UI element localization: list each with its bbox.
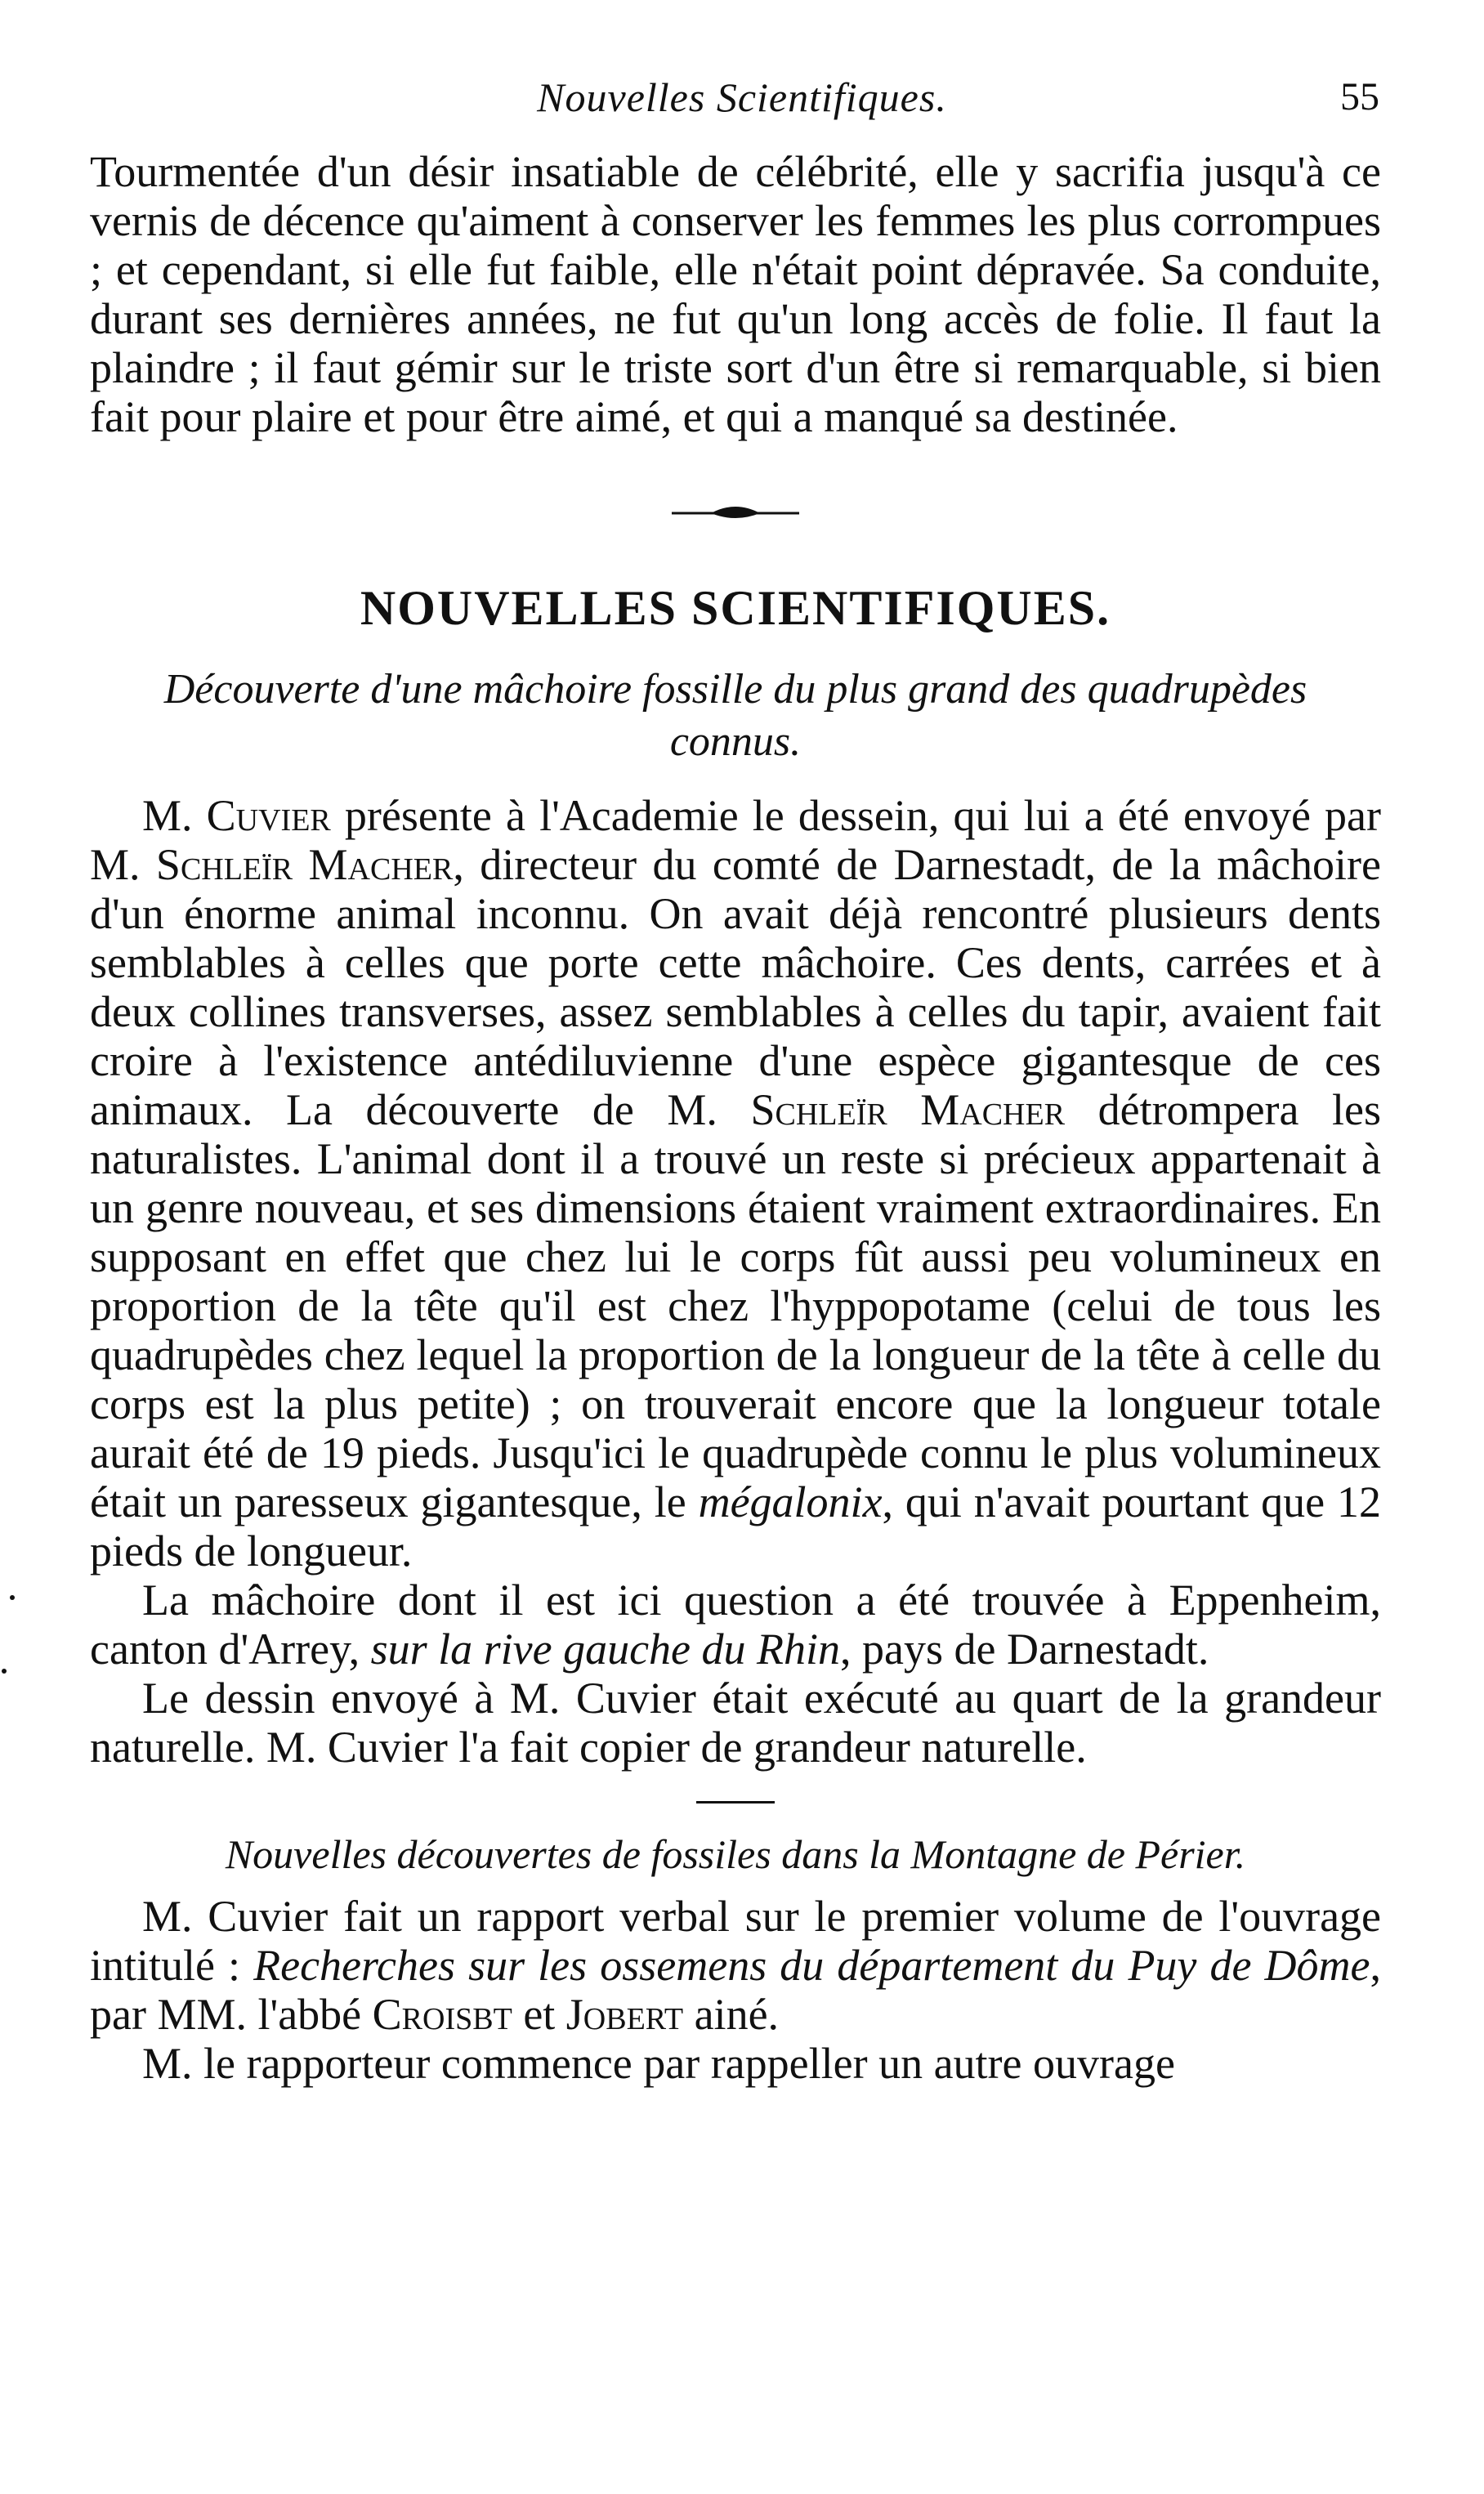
ornament-divider-icon	[90, 469, 1381, 548]
article-paragraph: Le dessin envoyé à M. Cuvier était exécuté au quart de la grandeur naturelle. M. Cuvier l'a fait copier de grandeur naturelle.	[90, 1674, 1381, 1772]
person-name: Schleïr Macher	[155, 840, 454, 889]
article-paragraph: M. Cuvier présente à l'Academie le dessein, qui lui a été envoyé par M. Schleïr Macher, directeur du comté de Darnestadt, de la mâchoire d'un énorme animal inconnu. On avait déjà rencontré plusieurs dents semblables à celles que porte cette mâchoire. Ces dents, carrées et à deux collines transverses, assez semblables à celles du tapir, avaient fait croire à l'existence antédiluvienne d'une espèce gigantesque de ces animaux. La découverte de M. Schleïr Macher détrompera les naturalistes. L'animal dont il a trouvé un reste si précieux appartenait à un genre nouveau, et ses dimensions étaient vraiment extraordinaires. En supposant en effet que chez lui le corps fût aussi peu volumineux en proportion de la tête qu'il est chez l'hyppopotame (celui de tous les quadrupèdes chez lequel la proportion de la longueur de la tête à celle du corps est la plus petite) ; on trouverait encore que la longueur totale aurait été de 19 pieds. Jusqu'ici le quadrupède connu le plus volumineux était un paresseux gigantesque, le mégalonix, qui n'avait pourtant que 12 pieds de longueur.	[90, 791, 1382, 1576]
margin-mark	[2, 1669, 7, 1674]
running-head	[0, 69, 1484, 126]
intro-paragraph: Tourmentée d'un désir insatiable de célébrité, elle y sacrifia jusqu'à ce vernis de décence qu'aiment à conserver les femmes les plus corrompues ; et cependant, si elle fut faible, elle n'était point dépravée. Sa conduite, durant ses dernières années, ne fut qu'un long accès de folie. Il faut la plaindre ; il faut gémir sur le triste sort d'un être si remarquable, si bien fait pour plaire et pour être aimé, et qui a manqué sa destinée.	[90, 147, 1381, 441]
person-name: Croisbt	[372, 1990, 512, 2039]
species-name: mégalonix	[698, 1477, 883, 1526]
article-title: Découverte d'une mâchoire fossille du plus grand des quadrupèdes connus.	[163, 666, 1307, 765]
section-title: NOUVELLES SCIENTIFIQUES.	[360, 581, 1111, 635]
person-name: Jobert	[565, 1990, 684, 2039]
running-title: Nouvelles Scientifiques.	[537, 74, 947, 120]
article-paragraph: M. Cuvier fait un rapport verbal sur le premier volume de l'ouvrage intitulé : Recherches sur les ossemens du département du Puy de Dôme, par MM. l'abbé Croisbt et Jobert ainé.	[90, 1892, 1381, 2039]
article-title: Nouvelles découvertes de fossiles dans la Montagne de Périer.	[225, 1831, 1246, 1877]
author-name: Cuvier	[206, 791, 331, 840]
page-body	[90, 147, 1381, 2088]
margin-mark	[10, 1595, 15, 1600]
place-emphasis: sur la rive gauche du Rhin	[370, 1625, 841, 1674]
page-number: 55	[1340, 75, 1379, 118]
article-paragraph: La mâchoire dont il est ici question a été trouvée à Eppenheim, canton d'Arrey, sur la rive gauche du Rhin, pays de Darnestadt.	[90, 1576, 1381, 1674]
section-rule	[696, 1801, 775, 1803]
person-name: Schleïr Macher	[750, 1085, 1066, 1134]
book-title: Recherches sur les ossemens du département du Puy de Dôme	[253, 1941, 1370, 1990]
article-paragraph: M. le rapporteur commence par rappeller un autre ouvrage	[142, 2039, 1175, 2088]
